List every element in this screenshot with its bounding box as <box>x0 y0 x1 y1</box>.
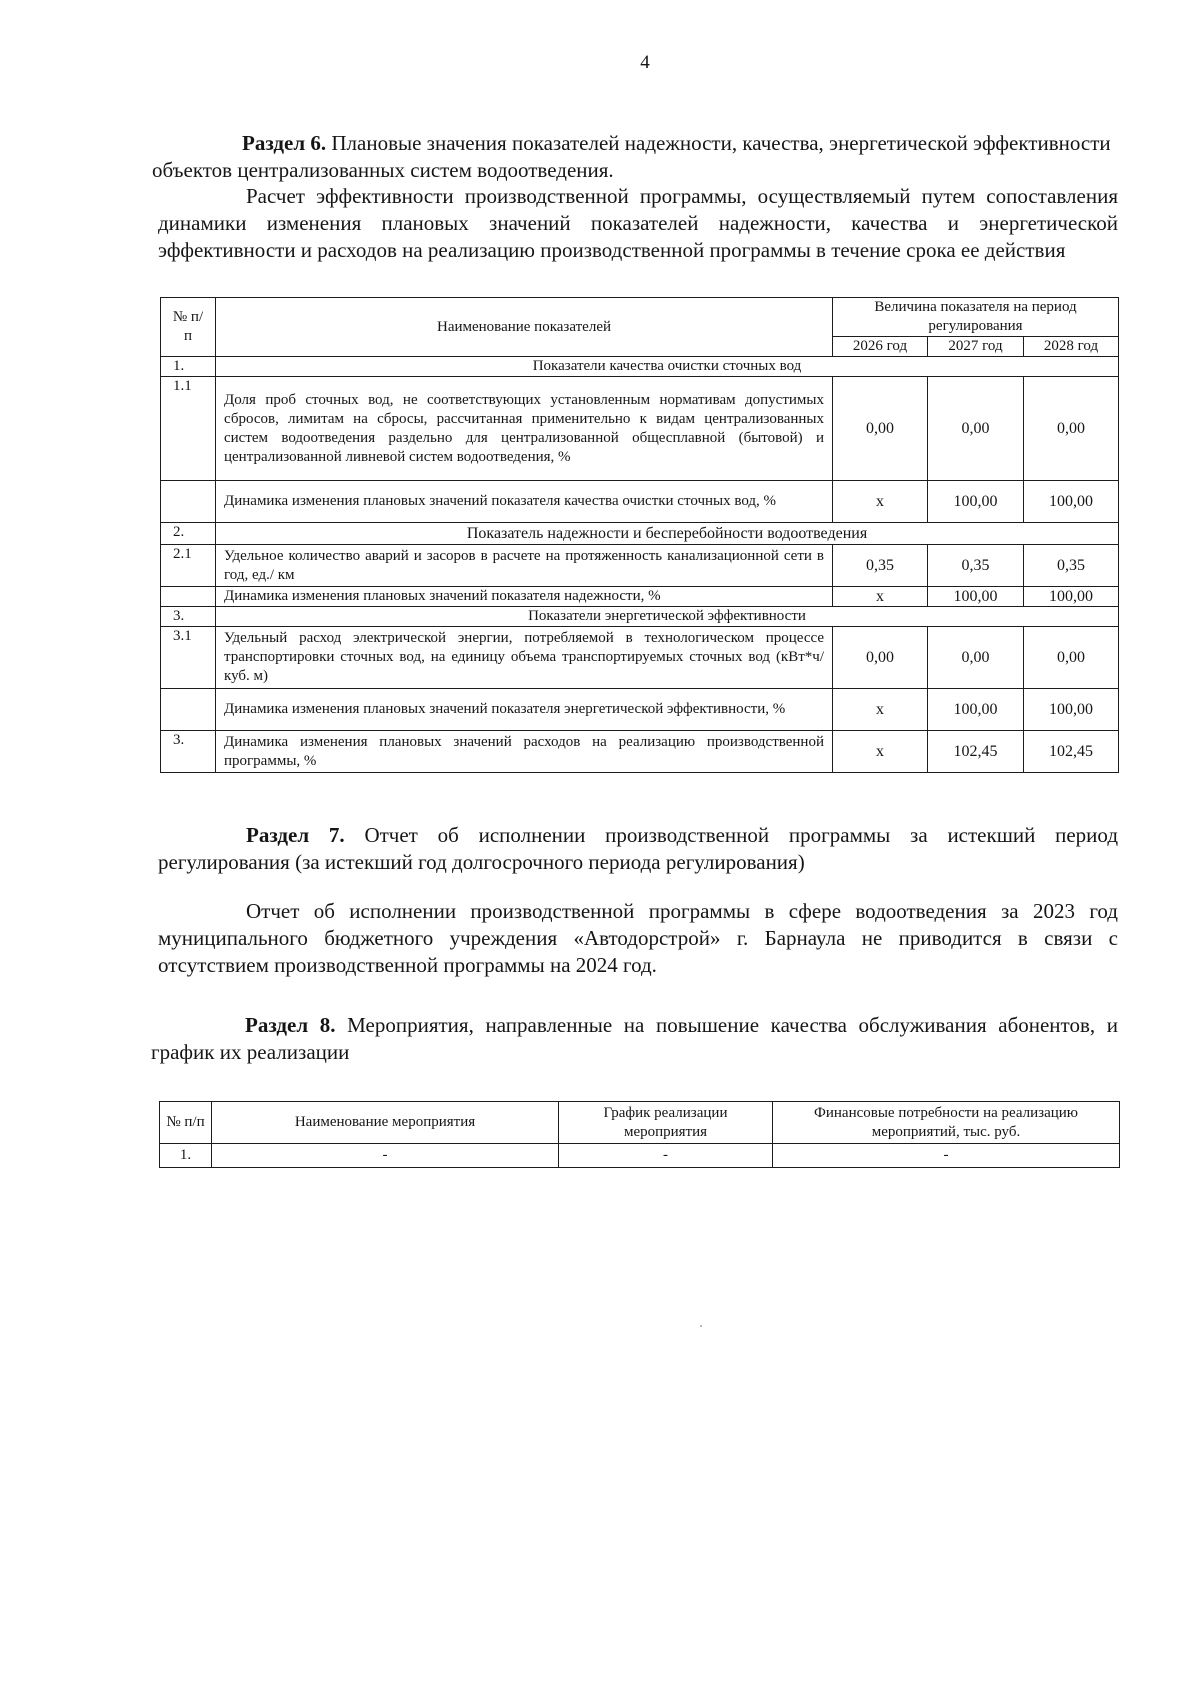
table-row <box>160 1144 1120 1168</box>
row-num: 3. <box>161 607 216 627</box>
row-value: 100,00 <box>928 587 1024 607</box>
row-num: 1. <box>160 1144 212 1168</box>
row-num: 1. <box>161 357 216 377</box>
row-value: x <box>833 731 928 773</box>
row-value: 0,00 <box>928 377 1024 481</box>
table-row <box>161 545 1119 587</box>
row-name: Доля проб сточных вод, не соответствующих установленным нормативам допустимых сбросов, лимитам на сбросы, рассчитанная применительно к видам централизованных систем водоотведения раздельно для централизованной общесплавной (бытовой) и централизованной ливневой систем водоотведения, % <box>216 377 833 481</box>
row-num: 3.1 <box>161 627 216 689</box>
row-num: 2.1 <box>161 545 216 587</box>
row-num <box>161 481 216 523</box>
row-value: x <box>833 587 928 607</box>
page-number: 4 <box>640 52 650 73</box>
row-value: 100,00 <box>1024 689 1119 731</box>
table-row <box>161 689 1119 731</box>
row-value: 0,00 <box>833 377 928 481</box>
row-num: 2. <box>161 523 216 545</box>
section-7-heading <box>158 822 1118 876</box>
col-num-header: № п/п <box>160 1102 212 1144</box>
table-row <box>161 627 1119 689</box>
year-header: 2026 год <box>833 337 928 357</box>
section-7-title: Отчет об исполнении производственной программы за истекший период регулирования (за истекший год долгосрочного периода регулирования) <box>158 823 1119 874</box>
section-6-label: Раздел 6. <box>242 131 327 155</box>
row-name: - <box>212 1144 559 1168</box>
row-value: 0,00 <box>928 627 1024 689</box>
section-8-label: Раздел 8. <box>245 1013 336 1037</box>
row-value: 100,00 <box>1024 587 1119 607</box>
row-name: Удельное количество аварий и засоров в расчете на протяженность канализационной сети в год, ед./ км <box>216 545 833 587</box>
row-name: Динамика изменения плановых значений показателя энергетической эффективности, % <box>216 689 833 731</box>
row-value: 102,45 <box>928 731 1024 773</box>
section-7 <box>158 822 1118 979</box>
section-6-title: Плановые значения показателей надежности, качества, энергетической эффективности объектов централизованных систем водоотведения. <box>152 131 1111 182</box>
section-7-label: Раздел 7. <box>246 823 345 847</box>
col-name-header: Наименование мероприятия <box>212 1102 559 1144</box>
group-title: Показатели качества очистки сточных вод <box>216 357 1119 377</box>
col-schedule-header: График реализации мероприятия <box>559 1102 773 1144</box>
row-value: 0,35 <box>928 545 1024 587</box>
row-value: 100,00 <box>1024 481 1119 523</box>
row-num <box>161 587 216 607</box>
table-group-row <box>161 357 1119 377</box>
section-8 <box>151 1012 1118 1066</box>
row-num: 1.1 <box>161 377 216 481</box>
group-title: Показатель надежности и бесперебойности водоотведения <box>216 523 1119 545</box>
section-6-heading <box>152 130 1118 184</box>
col-period-header: Величина показателя на период регулирования <box>833 298 1119 337</box>
section-7-body: Отчет об исполнении производственной программы в сфере водоотведения за 2023 год муниципального бюджетного учреждения «Автодорстрой» г. Барнаула не приводится в связи с отсутствием производственной программы на 2024 год. <box>158 899 1118 977</box>
row-value: x <box>833 689 928 731</box>
row-value: 0,00 <box>833 627 928 689</box>
row-value: 0,00 <box>1024 627 1119 689</box>
row-value: 102,45 <box>1024 731 1119 773</box>
year-header: 2028 год <box>1024 337 1119 357</box>
section-8-heading <box>151 1012 1118 1066</box>
indicators-table <box>160 297 1119 773</box>
table-row <box>161 377 1119 481</box>
row-value: 0,00 <box>1024 377 1119 481</box>
table-row <box>161 587 1119 607</box>
row-value: 0,35 <box>1024 545 1119 587</box>
section-6 <box>152 130 1118 264</box>
measures-table <box>159 1101 1120 1168</box>
row-value: 0,35 <box>833 545 928 587</box>
col-finance-header: Финансовые потребности на реализацию мероприятий, тыс. руб. <box>773 1102 1120 1144</box>
col-num-header: № п/п <box>161 298 216 357</box>
table-row <box>161 731 1119 773</box>
row-value: x <box>833 481 928 523</box>
row-name: Динамика изменения плановых значений расходов на реализацию производственной программы, % <box>216 731 833 773</box>
scan-speck <box>700 1325 702 1327</box>
row-name: Динамика изменения плановых значений показателя надежности, % <box>216 587 833 607</box>
row-num <box>161 689 216 731</box>
row-num: 3. <box>161 731 216 773</box>
col-name-header: Наименование показателей <box>216 298 833 357</box>
section-6-intro: Расчет эффективности производственной программы, осуществляемый путем сопоставления динамики изменения плановых значений показателей надежности, качества и энергетической эффективности и расходов на реализацию производственной программы в течение срока ее действия <box>158 184 1118 262</box>
table-group-row <box>161 607 1119 627</box>
group-title: Показатели энергетической эффективности <box>216 607 1119 627</box>
row-name: Динамика изменения плановых значений показателя качества очистки сточных вод, % <box>216 481 833 523</box>
year-header: 2027 год <box>928 337 1024 357</box>
table-group-row <box>161 523 1119 545</box>
section-8-title: Мероприятия, направленные на повышение качества обслуживания абонентов, и график их реализации <box>151 1013 1118 1064</box>
table-row <box>161 481 1119 523</box>
row-finance: - <box>773 1144 1120 1168</box>
row-name: Удельный расход электрической энергии, потребляемой в технологическом процессе транспортировки сточных вод, на единицу объема транспортируемых сточных вод (кВт*ч/ куб. м) <box>216 627 833 689</box>
row-schedule: - <box>559 1144 773 1168</box>
row-value: 100,00 <box>928 689 1024 731</box>
row-value: 100,00 <box>928 481 1024 523</box>
